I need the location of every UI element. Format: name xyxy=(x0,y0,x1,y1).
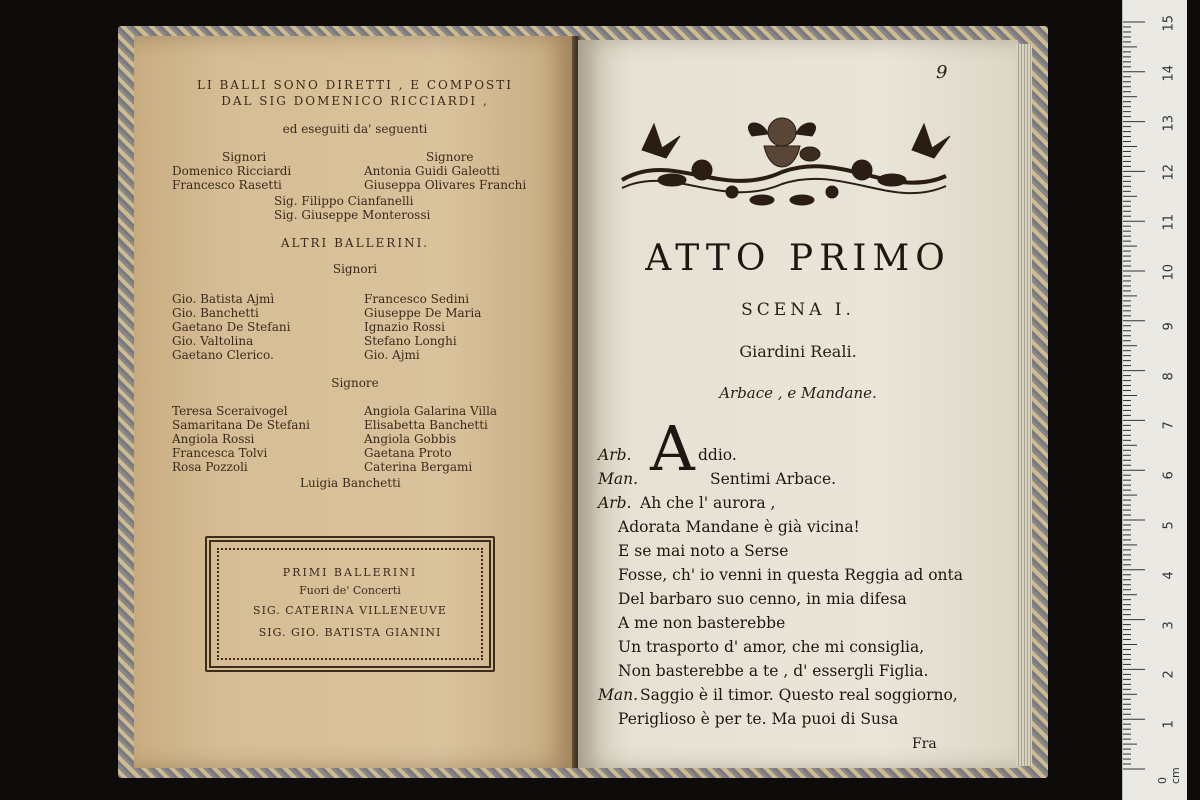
signori-right-1: Francesco Sedini xyxy=(364,292,470,306)
signori-left-5: Gaetano Clerico. xyxy=(172,348,274,362)
primi-ballerini-subtitle: Fuori de' Concerti xyxy=(299,584,401,597)
signore-right-5: Caterina Bergami xyxy=(364,460,473,474)
page-edges xyxy=(1016,44,1032,766)
signore-right-2: Elisabetta Banchetti xyxy=(364,418,488,432)
primi-ballerini-line1: SIG. CATERINA VILLENEUVE xyxy=(253,604,447,617)
line-11: Saggio è il timor. Questo real soggiorno, xyxy=(640,686,958,704)
principal-left-2: Francesco Rasetti xyxy=(172,178,282,192)
signori-left-2: Gio. Banchetti xyxy=(172,306,259,320)
line-5: E se mai noto a Serse xyxy=(618,542,789,560)
scene-title: SCENA I. xyxy=(741,300,855,320)
speaker-1: Arb. xyxy=(598,446,632,464)
line-9: Un trasporto d' amor, che mi consiglia, xyxy=(618,638,925,656)
signore-right-3: Angiola Gobbis xyxy=(364,432,457,446)
col-head-signore: Signore xyxy=(426,150,474,164)
principal-right-2: Giuseppa Olivares Franchi xyxy=(364,178,527,192)
principal-left-1: Domenico Ricciardi xyxy=(172,164,292,178)
ruler-label: 6 xyxy=(1161,471,1177,480)
speaker-3: Arb. xyxy=(598,494,632,512)
signori-right-4: Stefano Longhi xyxy=(364,334,457,348)
ruler-label: 15 xyxy=(1161,14,1177,32)
ruler-label: 1 xyxy=(1161,720,1177,729)
col-head-signori: Signori xyxy=(222,150,267,164)
page-number: 9 xyxy=(936,62,948,83)
signore-left-1: Teresa Sceraivogel xyxy=(172,404,288,418)
line-8: A me non basterebbe xyxy=(618,614,786,632)
line-7: Del barbaro suo cenno, in mia difesa xyxy=(618,590,907,608)
signore-left-4: Francesca Tolvi xyxy=(172,446,268,460)
principal-right-1: Antonia Guidi Galeotti xyxy=(364,164,500,178)
balli-header-line2: DAL SIG DOMENICO RICCIARDI , xyxy=(221,94,489,108)
signore-left-2: Samaritana De Stefani xyxy=(172,418,310,432)
characters: Arbace , e Mandane. xyxy=(719,384,877,402)
signori-heading: Signori xyxy=(332,262,378,276)
signori-right-5: Gio. Ajmi xyxy=(364,348,420,362)
principal-center-1: Sig. Filippo Cianfanelli xyxy=(274,194,414,208)
ruler-label: 8 xyxy=(1161,371,1177,381)
signore-right-1: Angiola Galarina Villa xyxy=(364,404,498,418)
signori-left-1: Gio. Batista Ajmì xyxy=(172,292,275,306)
ruler-label: 13 xyxy=(1161,114,1177,132)
ruler-label: 7 xyxy=(1161,421,1177,430)
line-12: Periglioso è per te. Ma puoi di Susa xyxy=(618,710,899,728)
ruler-label: 14 xyxy=(1161,64,1177,82)
signore-left-3: Angiola Rossi xyxy=(172,432,255,446)
speaker-11: Man. xyxy=(598,686,639,704)
signori-left-3: Gaetano De Stefani xyxy=(172,320,291,334)
ruler-label: 11 xyxy=(1161,214,1177,231)
ruler-label: 2 xyxy=(1161,670,1177,679)
signore-right-4: Gaetana Proto xyxy=(364,446,452,460)
measuring-ruler xyxy=(1122,0,1187,800)
line-3: Ah che l' aurora , xyxy=(640,494,776,512)
ruler-label: 9 xyxy=(1161,322,1177,331)
line-10: Non basterebbe a te , d' essergli Figlia. xyxy=(618,662,929,680)
catchword: Fra xyxy=(912,736,937,752)
signori-right-3: Ignazio Rossi xyxy=(364,320,445,334)
setting: Giardini Reali. xyxy=(739,342,857,361)
ruler-label: 4 xyxy=(1161,571,1177,580)
line-1: ddio. xyxy=(698,446,737,464)
ruler-label: 12 xyxy=(1161,164,1177,181)
drop-cap: A xyxy=(650,412,695,485)
balli-header-line1: LI BALLI SONO DIRETTI , E COMPOSTI xyxy=(196,78,514,92)
ornament-headpiece-icon xyxy=(612,110,956,222)
primi-ballerini-title: PRIMI BALLERINI xyxy=(282,566,418,579)
act-title: ATTO PRIMO xyxy=(645,238,951,279)
signore-last: Luigia Banchetti xyxy=(300,476,401,490)
altri-ballerini-heading: ALTRI BALLERINI. xyxy=(280,236,430,250)
ruler-label: 10 xyxy=(1161,263,1177,281)
balli-subheader: ed eseguiti da' seguenti xyxy=(282,122,428,136)
principal-center-2: Sig. Giuseppe Monterossi xyxy=(274,208,431,222)
signore-left-5: Rosa Pozzoli xyxy=(172,460,248,474)
signori-left-4: Gio. Valtolina xyxy=(172,334,254,348)
ruler-label: 5 xyxy=(1161,521,1177,530)
line-4: Adorata Mandane è già vicina! xyxy=(618,518,860,536)
ruler-ticks xyxy=(1123,0,1187,800)
ruler-label: 3 xyxy=(1161,620,1177,630)
ruler-label: 0 cm xyxy=(1156,767,1182,784)
signori-right-2: Giuseppe De Maria xyxy=(364,306,482,320)
primi-ballerini-line2: SIG. GIO. BATISTA GIANINI xyxy=(258,626,442,639)
speaker-2: Man. xyxy=(598,470,639,488)
line-2: Sentimi Arbace. xyxy=(710,470,837,488)
line-6: Fosse, ch' io venni in questa Reggia ad onta xyxy=(618,566,964,584)
signore-heading: Signore xyxy=(331,376,379,390)
